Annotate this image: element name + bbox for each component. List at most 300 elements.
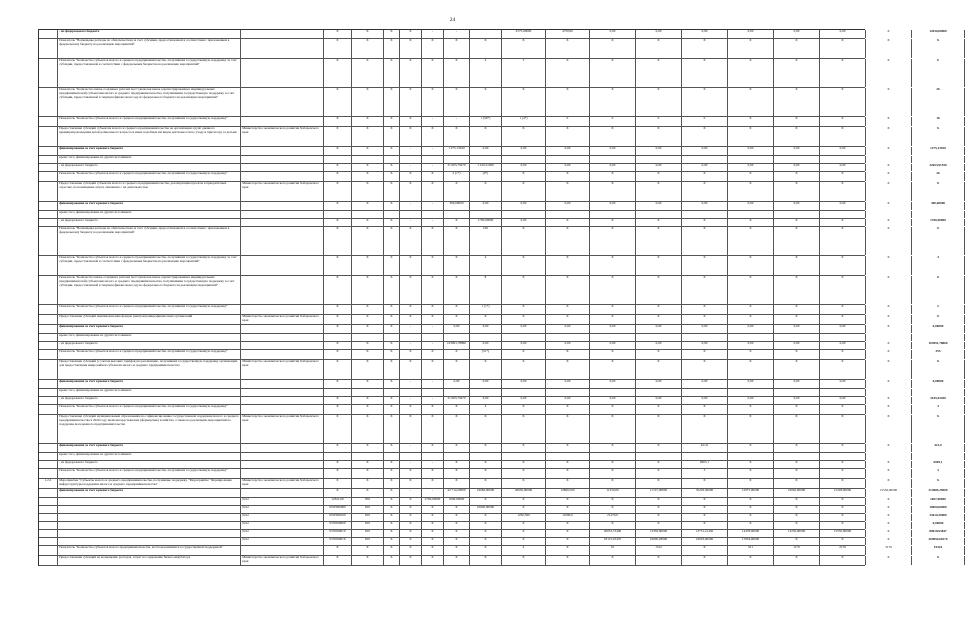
table-cell: X [774,415,820,443]
table-cell: - из федерального бюджета [58,342,241,349]
table-cell: 26 [912,88,965,116]
table-cell [39,59,58,87]
table-cell: X [422,172,444,181]
table-cell: X [352,461,384,468]
table-cell: Показатель "Количество субъектов малого и среднего предпринимательства, получивших государственную поддержку" [58,405,241,414]
table-cell: X [422,182,444,201]
table-cell: X [546,522,590,529]
table-cell: 0,00 [682,380,728,388]
table-cell: X [774,522,820,529]
table-cell [241,389,324,396]
table-cell [590,389,636,396]
table-cell: 0,00 [774,147,820,155]
table-cell: X [400,315,422,324]
table-cell: 1.2.2 [39,479,58,488]
table-cell: 10 [590,546,636,555]
table-cell: X [682,556,728,565]
table-cell [820,211,866,218]
table-cell: 0,00 [774,342,820,349]
table-cell: X [422,360,444,379]
table-cell [866,156,912,163]
table-cell: 31 663,70470 [444,164,470,171]
table-cell: 0,00 [774,397,820,404]
table-cell: X [384,30,400,38]
table-cell: 0,00 [774,30,820,38]
table-cell: X [546,405,590,414]
table-cell: X [352,30,384,38]
table-cell: X [636,350,682,359]
table-cell: Показатель "Количество субъектов малого и среднего предпринимательства, получивших государственную поддержку" [58,117,241,126]
table-row [39,513,947,522]
table-cell: X [636,127,682,146]
table-cell: X [502,461,546,468]
table-cell: X [352,546,384,555]
table-cell: X [470,315,502,324]
table-cell: X [636,405,682,414]
table-cell: X [502,360,546,379]
table-cell: X [866,325,912,333]
table-cell: X [384,315,400,324]
table-cell: 0,00 [546,202,590,210]
table-cell: X [636,415,682,443]
table-cell: X [324,546,352,555]
table-cell: X [636,360,682,379]
table-cell: - [422,30,444,38]
table-cell: 0,00 [636,380,682,388]
table-cell: X [682,546,728,555]
table-cell: X [912,182,965,201]
table-cell: Министерство экономического развития Хабаровского края [241,479,324,488]
table-cell: X [400,522,422,529]
table-cell: 1 (1*) [470,305,502,314]
table-cell: X [912,556,965,565]
table-cell: X [502,276,546,304]
table-cell [728,389,774,396]
table-cell: X [502,556,546,565]
table-cell: X [774,219,820,226]
table-cell: 16003,00000 [682,538,728,545]
table-cell: X [866,227,912,255]
table-cell [241,202,324,210]
table-cell: X [400,30,422,38]
table-cell: 0,00 [728,342,774,349]
table-cell [546,453,590,460]
table-cell: финансирование за счет краевого бюджета [58,380,241,388]
table-cell: X [682,305,728,314]
table-cell: X [384,498,400,505]
table-cell: X [444,530,470,537]
table-cell [39,219,58,226]
table-cell: Показатель "Количество субъектов малого и среднего предпринимательства, получивших государственную поддержку за счет субсидии, предоставленной в соответствии с федеральным бюджетом на реализацию мероприятий" [58,59,241,87]
table-cell: кроме того, финансирование из других источников: [58,453,241,460]
table-cell: 6905,1 [912,461,965,468]
table-cell [241,350,324,359]
table-row [39,201,945,211]
table-cell [241,59,324,87]
table-cell: X [470,469,502,478]
table-cell: X [774,305,820,314]
table-cell: 103091,78860 [912,342,965,349]
table-cell: X [502,522,546,529]
table-cell: Показатель "Количество субъектов малого предпринимательства, воспользовавшихся государственной поддержкой" [58,546,241,555]
table-cell: X [384,556,400,565]
table-cell [58,538,241,545]
table-cell: 0,00 [728,30,774,38]
table-cell: X [728,350,774,359]
table-cell [241,39,324,58]
table-cell: X [546,182,590,201]
table-cell: X [384,147,400,155]
table-cell: X [546,172,590,181]
table-cell: X [546,305,590,314]
table-cell [682,334,728,341]
table-cell: - из федерального бюджета [58,397,241,404]
table-cell: X [728,360,774,379]
table-cell: X [384,415,400,443]
table-cell: X [728,127,774,146]
table-cell: X [324,397,352,404]
table-cell: - [422,164,444,171]
table-cell [241,117,324,126]
table-cell: X [820,514,866,521]
table-cell: - [422,397,444,404]
table-cell: X [820,59,866,87]
table-cell: Показатель "Количество субъектов малого и среднего предпринимательства, получивших государственную поддержку" [58,350,241,359]
table-cell: X [384,360,400,379]
table-cell: X [682,479,728,488]
table-cell: X [866,172,912,181]
table-cell [58,530,241,537]
table-cell: 0,00 [470,397,502,404]
table-cell [241,227,324,255]
table-cell: X [820,461,866,468]
table-cell: 4 [912,405,965,414]
table-cell: X [774,538,820,545]
table-cell: X [820,405,866,414]
table-cell: X [912,127,965,146]
table-cell: X [352,479,384,488]
table-cell: X [384,489,400,497]
table-cell [39,276,58,304]
table-cell: X [502,305,546,314]
table-cell: 3 [502,59,546,87]
table-cell: 13459,00000 [636,530,682,537]
table-cell: X [444,479,470,488]
table-cell [502,334,546,341]
table-cell [39,305,58,314]
table-cell: X [384,325,400,333]
table-cell: X [384,514,400,521]
table-row [39,314,940,325]
table-cell: X [590,479,636,488]
table-cell: X [384,380,400,388]
table-cell: X [444,514,470,521]
table-cell [422,389,444,396]
table-cell: X [400,479,422,488]
table-cell [444,453,470,460]
table-cell: 80018,93847 [912,530,965,537]
table-cell: X [400,88,422,116]
table-row [39,324,944,334]
table-cell: X [352,88,384,116]
table-cell: 3 [682,469,728,478]
table-cell: 11350,00 [590,489,636,497]
table-cell: X [352,59,384,87]
table-cell [39,88,58,116]
table-cell: 15228,00000 [820,489,866,497]
table-cell: X [866,556,912,565]
table-cell: X [502,39,546,58]
table-cell: X [324,405,352,414]
table-cell [352,156,384,163]
table-cell: 103091,78860 [444,342,470,349]
table-cell: X [590,498,636,505]
table-cell: X [820,127,866,146]
table-cell [58,506,241,513]
table-cell: X [866,127,912,146]
table-cell: X [470,415,502,443]
table-cell: X [400,182,422,201]
table-cell: финансирование за счет краевого бюджета [58,444,241,452]
table-cell: X [324,256,352,275]
table-cell: 0,00 [820,325,866,333]
table-cell: 12866,500 [546,489,590,497]
table-cell [590,453,636,460]
table-cell [39,461,58,468]
table-cell: Показатель "Возмещены расходы по обязательствам за счет субсидии, предоставленной в соответствии с приложением к федеральному бюджету на реализацию мероприятий" [58,39,241,58]
table-cell: X [422,444,444,452]
table-cell: 0 [682,117,728,126]
table-cell: 4 [912,256,965,275]
table-cell: 12030,00000 [912,30,965,38]
table-cell: X [636,469,682,478]
table-cell [912,211,965,218]
table-cell: X [728,469,774,478]
table-cell: X [502,127,546,146]
table-cell: X [444,415,470,443]
table-cell [39,397,58,404]
table-cell: 2176 [820,546,866,555]
table-cell: X [444,227,470,255]
table-cell [39,202,58,210]
table-cell: X [384,227,400,255]
table-cell: X [866,461,912,468]
table-cell: X [502,415,546,443]
table-cell [241,453,324,460]
table-cell: X [590,461,636,468]
table-cell: X [728,182,774,201]
table-cell [422,211,444,218]
table-cell [774,334,820,341]
table-cell: X [774,182,820,201]
table-cell: X [820,360,866,379]
table-cell [636,156,682,163]
table-cell: X [820,305,866,314]
table-cell: X [546,39,590,58]
table-cell [241,219,324,226]
table-cell: X [774,227,820,255]
table-cell: X [820,182,866,201]
table-cell: X [866,342,912,349]
table-cell: X [820,415,866,443]
table-cell [502,156,546,163]
table-cell: X [820,538,866,545]
table-row [39,497,946,506]
table-cell: X [384,522,400,529]
table-cell: - [422,380,444,388]
table-cell: X [384,405,400,414]
table-cell: 0,00 [444,380,470,388]
table-cell: X [422,256,444,275]
table-cell: X [774,117,820,126]
table-cell: X [590,360,636,379]
table-cell: X [444,59,470,87]
table-cell: 19060,00000 [470,489,502,497]
table-cell: X [636,219,682,226]
table-cell [39,227,58,255]
table-cell: Показатель "Количество субъектов малого и среднего предпринимательства, получивших государственную поддержку за счет субсидии, предоставленной в соответствии с федеральным бюджетом на реализацию мероприятий" [58,256,241,275]
table-cell: X [866,479,912,488]
table-cell [241,256,324,275]
table-cell: 0,00 [728,164,774,171]
table-cell: X [728,514,774,521]
table-cell [241,342,324,349]
table-cell: - [400,342,422,349]
table-cell: X [682,360,728,379]
table-cell: X [774,556,820,565]
table-cell [502,389,546,396]
table-cell: X [502,444,546,452]
table-cell: 0,00 [546,147,590,155]
table-cell: X [352,164,384,171]
table-cell: X [324,39,352,58]
table-cell: 050 [352,498,384,505]
table-cell: X [324,164,352,171]
table-cell [39,172,58,181]
table-cell: 0 [636,117,682,126]
table-cell: 1600,00000 [444,498,470,505]
table-cell: X [470,39,502,58]
table-cell [912,453,965,460]
table-cell: X [636,182,682,201]
table-cell: X [590,506,636,513]
table-cell: 0,00 [470,202,502,210]
table-cell: X [422,514,444,521]
table-cell: X [400,506,422,513]
table-cell: X [546,498,590,505]
table-cell: X [820,315,866,324]
table-cell: X [444,350,470,359]
table-cell: X [422,506,444,513]
table-cell: X [324,88,352,116]
table-cell: X [682,127,728,146]
table-cell: X [422,415,444,443]
table-cell [241,397,324,404]
table-cell: 0,00 [502,202,546,210]
table-cell: X [866,88,912,116]
table-cell [39,342,58,349]
table-cell: X [324,127,352,146]
table-cell: 0,00 [682,164,728,171]
table-cell [444,211,470,218]
table-cell: - [422,461,444,468]
table-cell: X [774,498,820,505]
table-cell: X [324,479,352,488]
table-cell: X [866,360,912,379]
table-cell: X [352,202,384,210]
table-cell [39,315,58,324]
table-cell: - [422,342,444,349]
table-cell: X [912,479,965,488]
table-cell: X [546,315,590,324]
table-cell: X [422,59,444,87]
table-cell [39,405,58,414]
table-cell: X [912,227,965,255]
table-cell: X [866,256,912,275]
table-cell: - [422,325,444,333]
table-cell: X [384,342,400,349]
table-cell: Показатель "Количество субъектов малого и среднего предпринимательства, получивших государственную поддержку" [58,172,241,181]
table-cell [241,334,324,341]
table-cell: X [384,182,400,201]
table-cell: X [352,219,384,226]
table-cell: 13751,21450 [682,530,728,537]
table-cell: 0,00 [682,397,728,404]
table-cell: X [636,88,682,116]
table-cell: X [384,172,400,181]
table-cell: 0,00 [728,202,774,210]
table-cell: X [590,59,636,87]
table-cell: 0,00 [636,342,682,349]
table-cell: X [324,30,352,38]
table-cell: X [384,305,400,314]
table-cell: 1700,00000 [470,219,502,226]
table-cell [590,156,636,163]
table-cell: 4750,00 [546,30,590,38]
table-cell: 1 (90*) [470,117,502,126]
table-cell: X [682,514,728,521]
table-cell: Мероприятие "Субъекты малого и среднего предпринимательства, получившие поддержку, "Мероприятие "Формирование инфраструктуры поддержки малого и среднего предпринимательства" [58,479,241,488]
table-cell: X [384,444,400,452]
table-cell: X [728,276,774,304]
table-cell: 0,00 [820,147,866,155]
table-cell: X [866,522,912,529]
table-cell: X [422,276,444,304]
table-cell [39,389,58,396]
table-cell: X [546,276,590,304]
table-cell: X [502,227,546,255]
table-cell: X [502,405,546,414]
table-cell: X [384,479,400,488]
table-cell: 4 [470,59,502,87]
table-cell: X [324,276,352,304]
table-cell: X [866,305,912,314]
table-cell: X [444,522,470,529]
table-cell: X [400,514,422,521]
table-cell [39,453,58,460]
table-cell [39,514,58,521]
table-cell: 0,00 [728,325,774,333]
table-cell: 0,00 [820,380,866,388]
table-cell: X [866,530,912,537]
table-cell: X [400,39,422,58]
table-cell: X [546,256,590,275]
table-cell: X [912,415,965,443]
table-cell: X [324,444,352,452]
table-cell: X [682,172,728,181]
table-cell: 0,00 [470,342,502,349]
table-cell: 12321,00 [324,498,352,505]
